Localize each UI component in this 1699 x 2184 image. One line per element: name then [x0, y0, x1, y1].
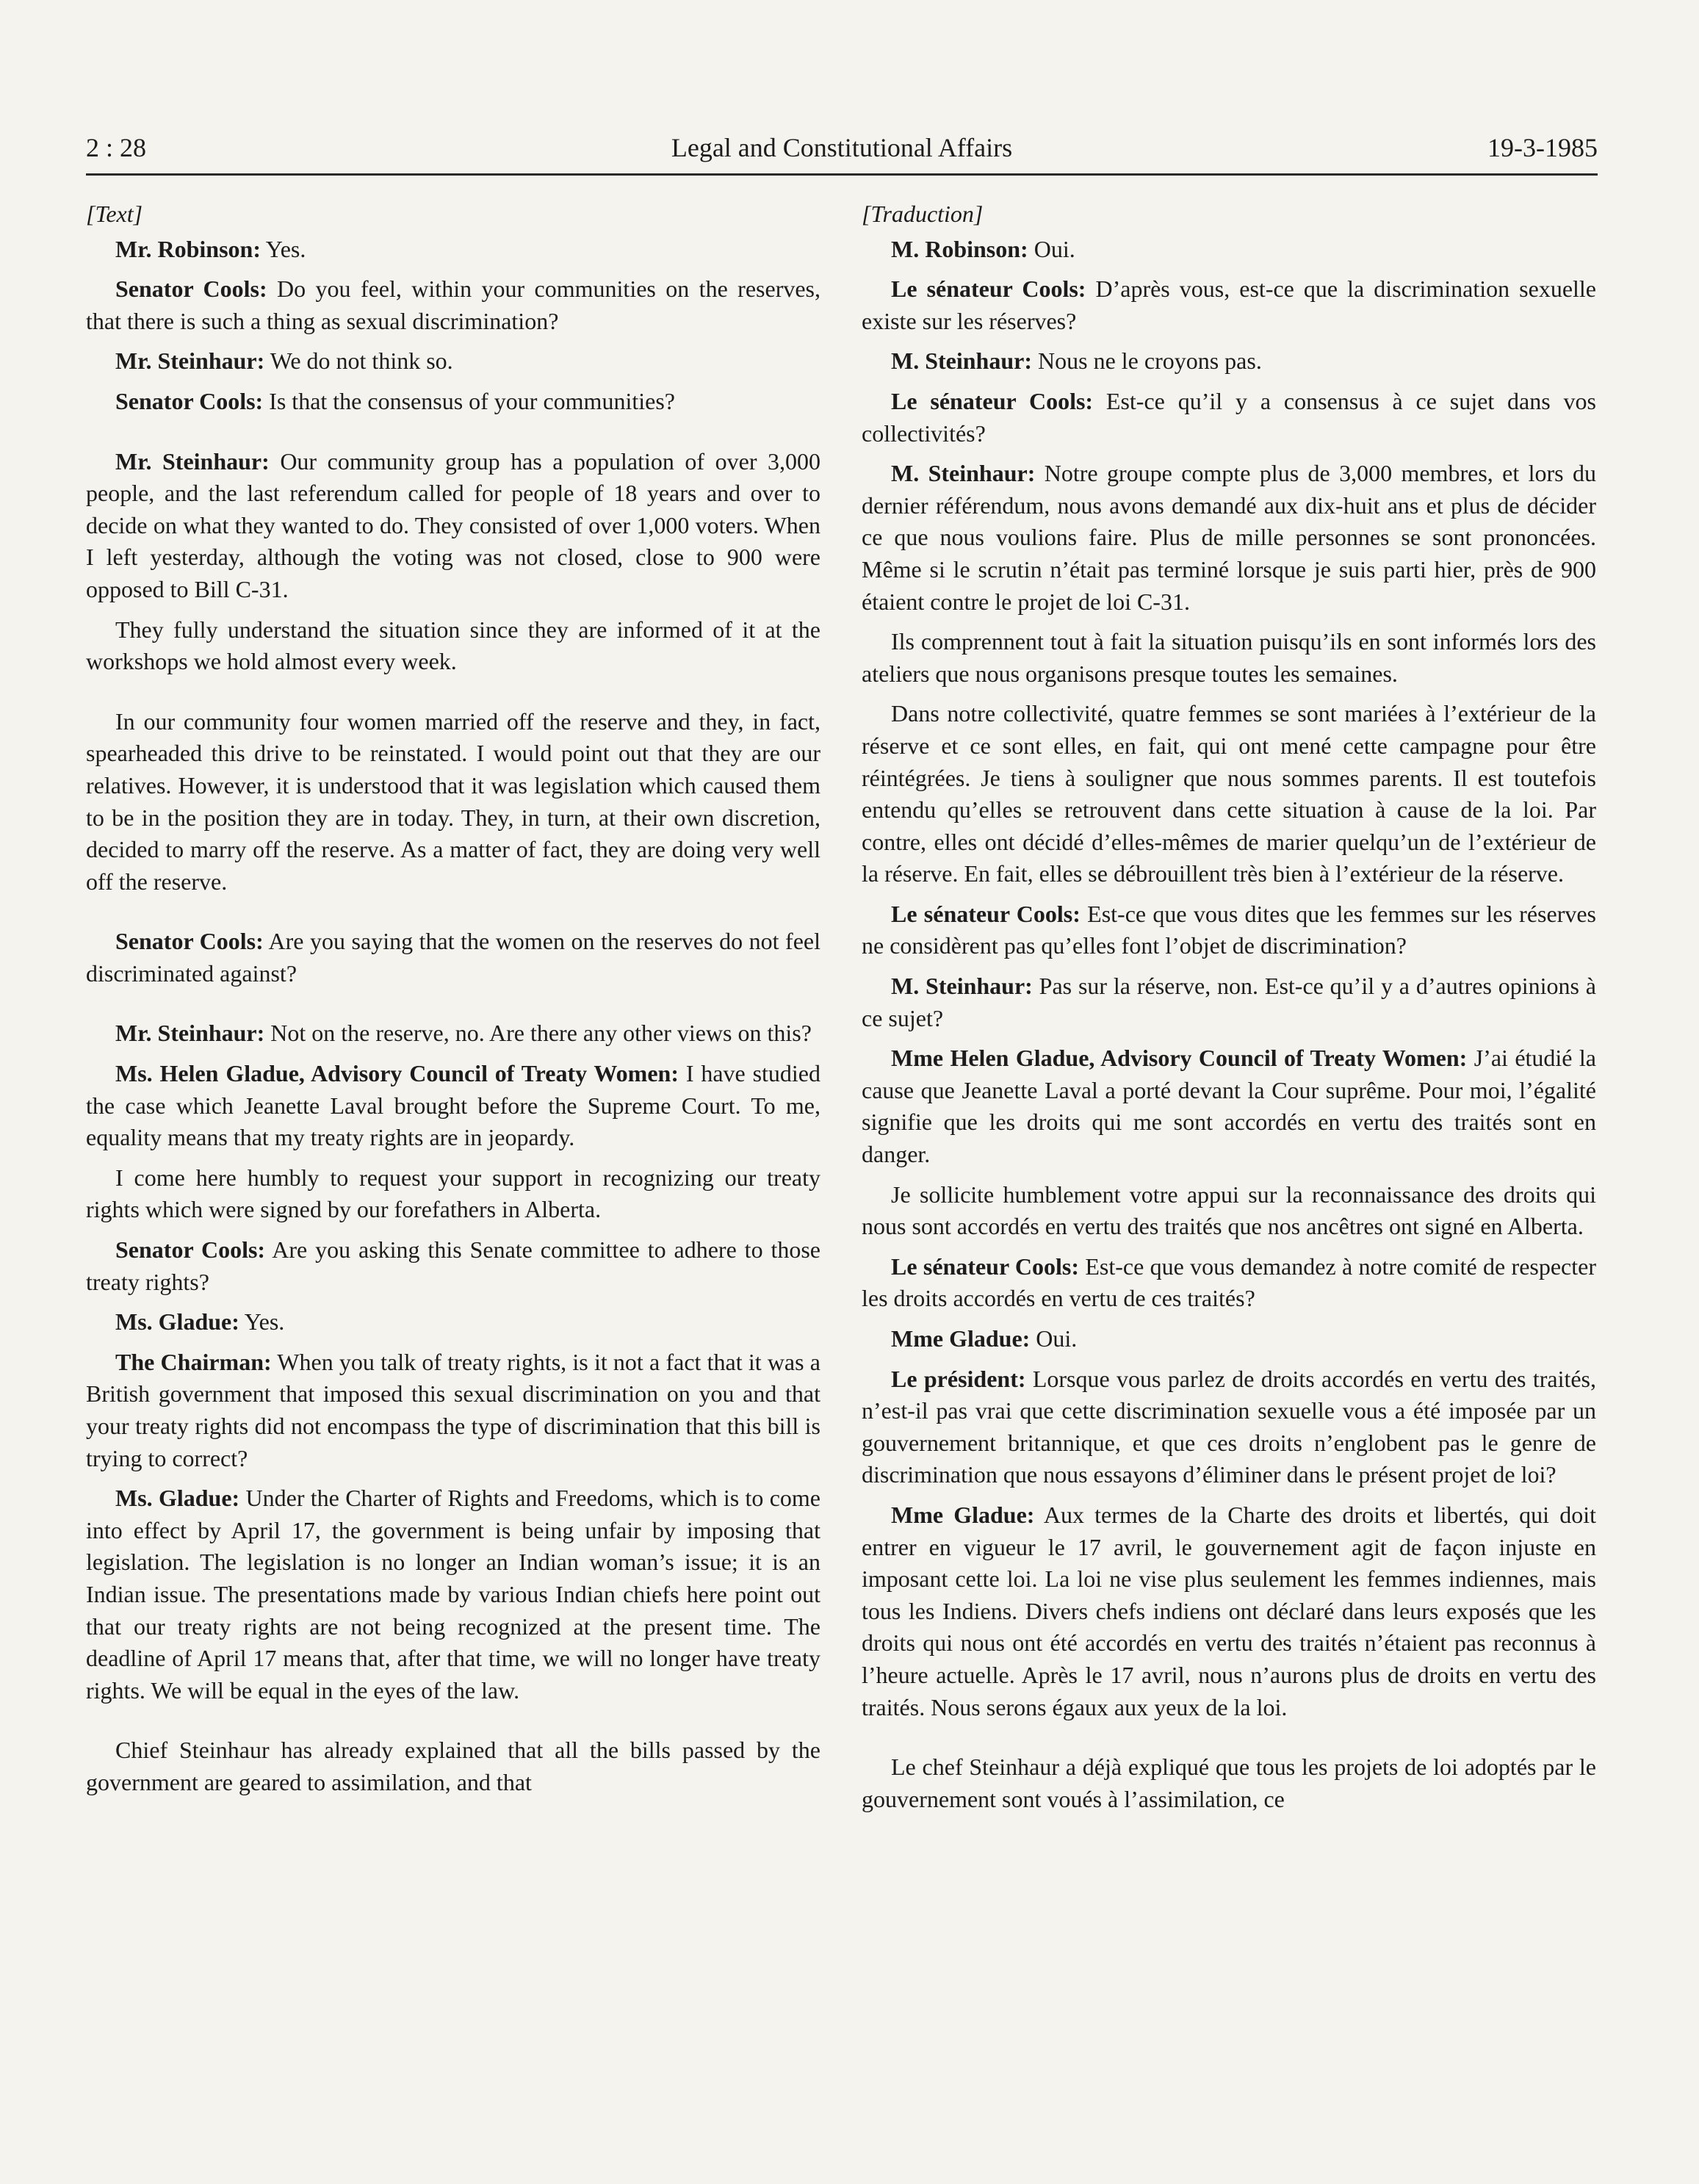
speaker-name: Senator Cools:	[115, 928, 264, 955]
speech-text: Nous ne le croyons pas.	[1032, 347, 1262, 375]
transcript-paragraph	[862, 273, 1596, 337]
transcript-paragraph	[86, 1162, 820, 1226]
transcript-paragraph	[862, 1363, 1596, 1491]
speaker-name: Le sénateur Cools:	[891, 275, 1086, 303]
speaker-name: Mr. Steinhaur:	[115, 1020, 265, 1047]
speech-text: Est-ce que vous demandez à notre comité de respecter les droits accordés en vertu de ces traités?	[862, 1253, 1597, 1312]
speaker-name: M. Robinson:	[891, 235, 1028, 262]
transcript-paragraph	[86, 1306, 820, 1338]
transcript-paragraph	[862, 234, 1596, 266]
running-title: Legal and Constitutional Affairs	[671, 133, 1013, 162]
speaker-name: The Chairman:	[115, 1348, 272, 1375]
transcript-paragraph	[862, 898, 1596, 962]
speech-text: Ils comprennent tout à fait la situation puisqu’ils en sont informés lors des ateliers que nous organisons presque toutes les semaines.	[862, 628, 1596, 687]
speech-text: Dans notre collectivité, quatre femmes se sont mariées à l’extérieur de la réserve et ce sont elles, en fait, qui ont mené cette campagne pour être réintégrées. Je tiens à souligner que nous sommes parents. Il est toutefois entendu qu’elles se retrouvent dans cette situation à cause de la loi. Par contre, elles ont décidé d’elles-mêmes de marier quelqu’un de l’extérieur de la réserve. En fait, elles se débrouillent très bien à l’extérieur de la réserve.	[862, 700, 1596, 887]
transcript-paragraph	[862, 1042, 1596, 1170]
transcript-paragraph	[862, 1751, 1596, 1815]
speech-text: Yes.	[260, 235, 306, 262]
speech-text: Are you saying that the women on the reserves do not feel discriminated against?	[86, 928, 821, 987]
speaker-name: Mme Helen Gladue, Advisory Council of Treaty Women:	[891, 1045, 1468, 1072]
speaker-name: Le président:	[891, 1365, 1026, 1392]
speech-text: Is that the consensus of your communities?	[263, 387, 675, 414]
transcript-paragraph	[862, 1323, 1596, 1355]
speaker-name: Le sénateur Cools:	[891, 900, 1081, 927]
english-column	[86, 198, 820, 1807]
transcript-paragraph	[862, 1179, 1596, 1243]
speaker-name: Ms. Helen Gladue, Advisory Council of Treaty Women:	[115, 1060, 679, 1087]
section-label-text: [Text]	[86, 201, 143, 227]
speech-text: Je sollicite humblement votre appui sur la reconnaissance des droits qui nous sont accordés en vertu des traités que nos ancêtres ont signé en Alberta.	[862, 1181, 1596, 1240]
transcript-paragraph	[86, 1347, 820, 1474]
transcript-paragraph	[86, 1058, 820, 1154]
speech-text: We do not think so.	[264, 347, 453, 375]
speaker-name: M. Steinhaur:	[891, 460, 1036, 487]
speech-text: J’ai étudié la cause que Jeanette Laval a porté devant la Cour suprême. Pour moi, l’égalité signifie que les droits qui me sont accordés en vertu des traités sont en danger.	[862, 1045, 1597, 1168]
speaker-name: Mr. Steinhaur:	[115, 447, 270, 475]
speaker-name: Senator Cools:	[115, 387, 264, 414]
speaker-name: M. Steinhaur:	[891, 973, 1033, 1000]
transcript-paragraph	[86, 273, 820, 337]
page-date: 19-3-1985	[1487, 133, 1598, 162]
transcript-paragraph	[86, 1017, 820, 1050]
speech-text: Aux termes de la Charte des droits et libertés, qui doit entrer en vigueur le 17 avril, le gouvernement agit de façon injuste en imposant cette loi. La loi ne vise plus seulement les femmes indiennes, mais tous les Indiens. Divers chefs indiens ont déclaré dans leurs exposés que les droits qui nous ont été accordés en vertu des traités n’étaient pas reconnus à l’heure actuelle. Après le 17 avril, nous n’aurons plus de droits en vertu des traités. Nous serons égaux aux yeux de la loi.	[862, 1501, 1597, 1720]
speaker-name: Senator Cools:	[115, 1236, 266, 1264]
speaker-name: Mme Gladue:	[891, 1501, 1035, 1528]
speech-text: Do you feel, within your communities on the reserves, that there is such a thing as sexual discrimination?	[86, 275, 821, 334]
speech-text: Pas sur la réserve, non. Est-ce qu’il y a d’autres opinions à ce sujet?	[862, 973, 1597, 1031]
speaker-name: Mr. Steinhaur:	[115, 347, 265, 375]
speech-text: Le chef Steinhaur a déjà expliqué que tous les projets de loi adoptés par le gouvernement sont voués à l’assimilation, ce	[862, 1754, 1596, 1812]
speaker-name: M. Steinhaur:	[891, 347, 1032, 375]
speech-text: In our community four women married off the reserve and they, in fact, spearheaded this drive to be reinstated. I would point out that they are our relatives. However, it is understood that it was legislation which caused them to be in the position they are in today. They, in turn, at their own discretion, decided to marry off the reserve. As a matter of fact, they are doing very well off the reserve.	[86, 707, 820, 895]
transcript-paragraph	[86, 345, 820, 378]
transcript-paragraph	[862, 1251, 1596, 1315]
speech-text: D’après vous, est-ce que la discrimination sexuelle existe sur les réserves?	[862, 275, 1597, 334]
speech-text: Est-ce qu’il y a consensus à ce sujet dans vos collectivités?	[862, 387, 1597, 447]
transcript-paragraph	[86, 706, 820, 898]
speech-text: Oui.	[1030, 1325, 1078, 1352]
transcript-paragraph	[862, 458, 1596, 618]
section-label-traduction: [Traduction]	[862, 201, 984, 227]
transcript-paragraph	[86, 614, 820, 678]
transcript-paragraph	[862, 970, 1596, 1034]
transcript-paragraph	[862, 386, 1596, 450]
french-column	[862, 198, 1596, 1823]
speech-text: They fully understand the situation since they are informed of it at the workshops we hold almost every week.	[86, 616, 820, 675]
speech-text: I come here humbly to request your support in recognizing our treaty rights which were signed by our forefathers in Alberta.	[86, 1164, 820, 1223]
page-header	[86, 126, 1598, 176]
transcript-paragraph	[862, 1499, 1596, 1723]
transcript-paragraph	[86, 234, 820, 266]
transcript-paragraph	[86, 446, 820, 606]
speech-text: Lorsque vous parlez de droits accordés en vertu des traités, n’est-il pas vrai que cette discrimination sexuelle vous a été imposée par un gouvernement britannique, et que ces droits n’englobent pas le genre de discrimination que nous essayons d’éliminer dans le présent projet de loi?	[862, 1365, 1597, 1488]
speech-text: Under the Charter of Rights and Freedoms, which is to come into effect by April 17, the government is being unfair by imposing that legislation. The legislation is no longer an Indian woman’s issue; it is an Indian issue. The presentations made by various Indian chiefs here point out that our treaty rights are not being recognized at the present time. The deadline of April 17 means that, after that time, we will no longer have treaty rights. We will be equal in the eyes of the law.	[86, 1485, 821, 1704]
speech-text: When you talk of treaty rights, is it not a fact that it was a British government that imposed this sexual discrimination on you and that your treaty rights did not encompass the type of discrimination that this bill is trying to correct?	[86, 1348, 821, 1471]
speech-text: Est-ce que vous dites que les femmes sur les réserves ne considèrent pas qu’elles font l’objet de discrimination?	[862, 900, 1597, 959]
speaker-name: Mr. Robinson:	[115, 235, 261, 262]
transcript-paragraph	[862, 698, 1596, 890]
page-number: 2 : 28	[86, 133, 147, 162]
transcript-paragraph	[86, 386, 820, 418]
speech-text: Our community group has a population of over 3,000 people, and the last referendum called for people of 18 years and over to decide on what they wanted to do. They consisted of over 1,000 voters. When I left yesterday, although the voting was not closed, close to 900 were opposed to Bill C-31.	[86, 447, 821, 602]
speech-text: Chief Steinhaur has already explained that all the bills passed by the government are geared to assimilation, and that	[86, 1737, 820, 1795]
transcript-paragraph	[86, 926, 820, 990]
speech-text: Yes.	[239, 1308, 285, 1336]
speech-text: Not on the reserve, no. Are there any other views on this?	[264, 1020, 812, 1047]
transcript-paragraph	[862, 345, 1596, 378]
speaker-name: Le sénateur Cools:	[891, 1253, 1080, 1280]
speech-text: Oui.	[1028, 235, 1075, 262]
transcript-paragraph	[86, 1734, 820, 1798]
transcript-paragraph	[86, 1482, 820, 1707]
speaker-name: Ms. Gladue:	[115, 1308, 239, 1336]
speech-text: I have studied the case which Jeanette Laval brought before the Supreme Court. To me, equality means that my treaty rights are in jeopardy.	[86, 1060, 821, 1151]
speech-text: Are you asking this Senate committee to adhere to those treaty rights?	[86, 1236, 821, 1295]
speaker-name: Le sénateur Cools:	[891, 387, 1094, 414]
speaker-name: Mme Gladue:	[891, 1325, 1031, 1352]
speech-text: Notre groupe compte plus de 3,000 membres, et lors du dernier référendum, nous avons demandé aux dix-huit ans et plus de décider ce que nous voulions faire. Plus de mille personnes se sont prononcées. Même si le scrutin n’était pas terminé lorsque je suis parti hier, près de 900 étaient contre le projet de loi C-31.	[862, 460, 1597, 615]
speaker-name: Senator Cools:	[115, 275, 267, 303]
transcript-paragraph	[86, 1234, 820, 1298]
transcript-paragraph	[862, 626, 1596, 690]
speaker-name: Ms. Gladue:	[115, 1485, 240, 1512]
